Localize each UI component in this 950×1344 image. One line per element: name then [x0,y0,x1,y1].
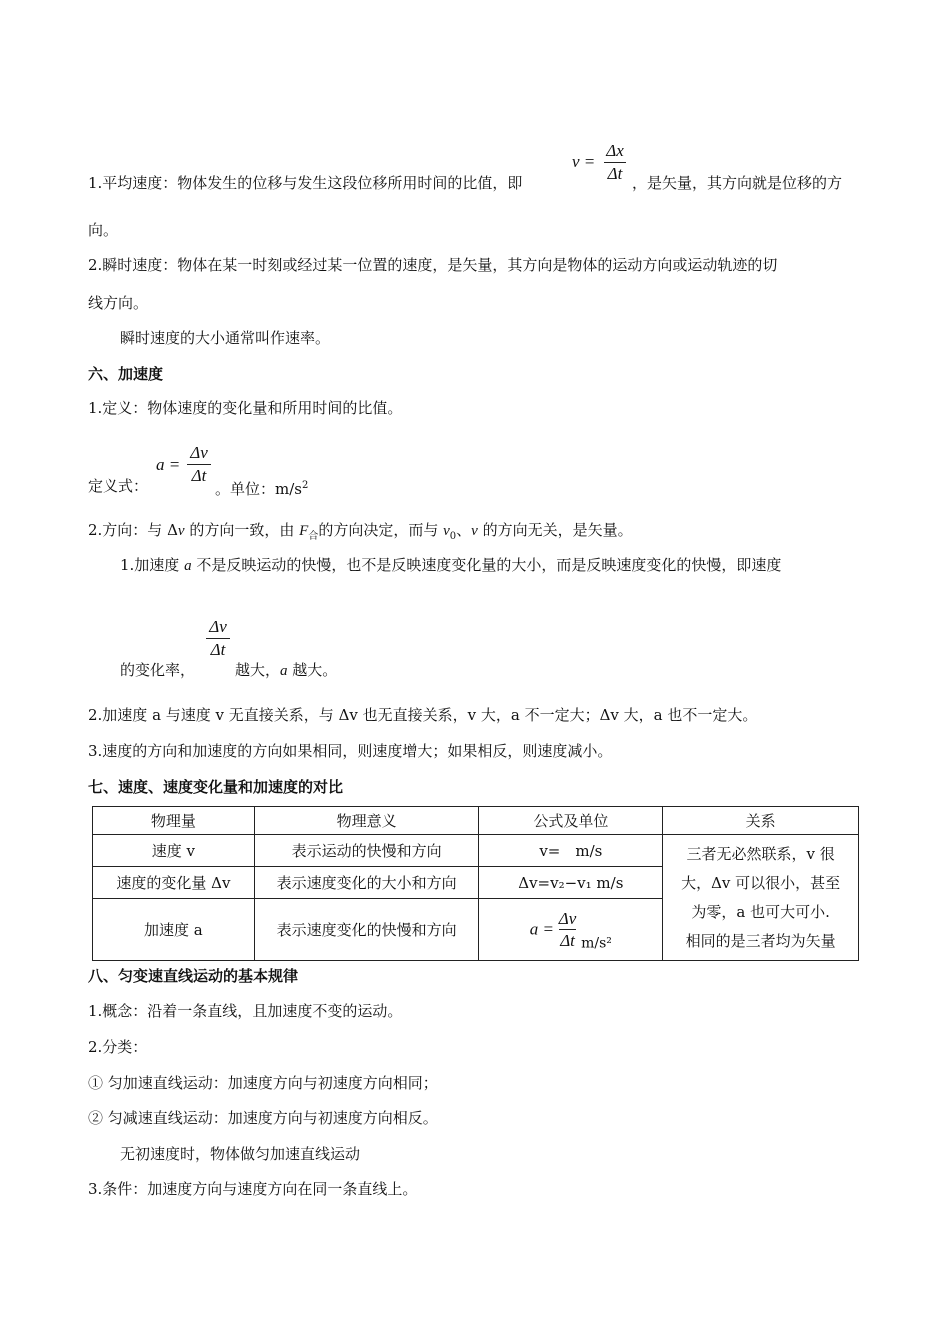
dir-part-e: 的方向无关，是矢量。 [477,521,633,539]
concept-line: 1.概念：沿着一条直线，且加速度不变的运动。 [88,1002,403,1020]
table-header-cell: 公式及单位 [479,807,663,835]
class-item-one: ① 匀加速直线运动：加速度方向与初速度方向相同； [88,1074,438,1092]
section-seven-heading: 七、速度、速度变化量和加速度的对比 [88,778,344,796]
fraction-denominator: Δt [210,640,226,659]
avg-velocity-suffix: ，是矢量，其方向就是位移的方 [632,174,843,192]
no-initial-velocity-note: 无初速度时，物体做匀加速直线运动 [120,1145,361,1163]
note1-part-d: 越大， [235,661,281,679]
unit-sup: 2 [301,480,309,491]
fraction-denominator: Δt [607,164,623,183]
note1-part-b: 不是反映运动的快慢，也不是反映速度变化量的大小，而是反映速度变化的快慢，即速度 [191,556,782,574]
relation-cell [663,835,859,961]
dir-sub: 合 [308,531,319,542]
acc-fraction [559,908,577,951]
table-cell: Δv=v₂−v₁ m/s [479,867,663,899]
dir-var-v: v [177,523,185,539]
rate-fraction [204,616,232,661]
table-header-cell: 关系 [663,807,859,835]
acc-definition: 1.定义：物体速度的变化量和所用时间的比值。 [88,399,403,417]
relation-line: 为零，a 也可大可小. [691,902,830,921]
avg-velocity-line [88,173,522,193]
section-eight-heading: 八、匀变速直线运动的基本规律 [88,967,299,985]
fraction-numerator: Δv [190,443,208,462]
note-three: 3.速度的方向和加速度的方向如果相同，则速度增大；如果相反，则速度减小。 [88,742,613,760]
section-six-heading: 六、加速度 [88,365,164,383]
table-cell: 表示运动的快慢和方向 [254,835,479,867]
instant-velocity-line1: 2.瞬时速度：物体在某一时刻或经过某一位置的速度，是矢量，其方向是物体的运动方向或运动轨迹的切 [88,256,778,274]
table-cell [479,899,663,961]
fraction-numerator: Δx [606,141,624,160]
dir-var-f: F [299,523,309,539]
table-cell: 速度的变化量 Δv [93,867,255,899]
dir-part-b: 的方向一致，由 [184,521,300,539]
classify-line: 2.分类： [88,1038,148,1056]
avg-velocity-fraction [602,140,628,185]
fraction-numerator: Δv [558,908,577,928]
fraction-denominator: Δt [560,930,575,950]
relation-line: 相同的是三者均为矢量 [685,931,836,950]
fraction-denominator: Δt [191,466,207,485]
table-header-cell: 物理意义 [254,807,479,835]
dir-sub-0: 0 [449,531,457,542]
table-cell: 加速度 a [93,899,255,961]
dir-part-a: 2.方向：与 Δ [88,521,178,539]
cell-formula-lhs: a = [529,919,554,939]
speed-note: 瞬时速度的大小通常叫作速率。 [120,329,331,347]
instant-velocity-line2: 线方向。 [88,294,149,312]
relation-line: 大，Δv 可以很小，甚至 [681,873,841,892]
table-cell: v= m/s [479,835,663,867]
dir-part-c: 的方向决定，而与 [318,521,444,539]
note-two: 2.加速度 a 与速度 v 无直接关系，与 Δv 也无直接关系，v 大，a 不一定大；Δv 大，a 也不一定大。 [88,706,758,724]
table-header-cell: 物理量 [93,807,255,835]
table-header-row [93,807,859,835]
table-cell: 表示速度变化的快慢和方向 [254,899,479,961]
avg-velocity-text: 1.平均速度：物体发生的位移与发生这段位移所用时间的比值，即 [88,174,523,192]
condition-line: 3.条件：加速度方向与速度方向在同一条直线上。 [88,1180,418,1198]
def-formula-lhs: a = [156,455,181,474]
unit-label: 。单位：m/s [215,480,302,498]
acc-direction [88,520,633,547]
relation-line: 三者无必然联系，v 很 [686,844,835,863]
note-one-tail [235,660,337,681]
dir-var-v0: v [443,523,450,539]
avg-formula-lhs: v = [572,152,596,171]
fraction-numerator: Δv [209,617,227,636]
def-formula-label: 定义式： [88,477,149,495]
acc-def-fraction [185,442,213,487]
unit-text [215,476,308,499]
cell-formula-unit: m/s² [581,935,612,952]
comparison-table [92,806,859,961]
dir-part-d: 、 [456,521,472,539]
table-cell: 速度 v [93,835,255,867]
note1-var-a: a [184,558,192,574]
table-row [93,835,859,867]
note1-part-e: 越大。 [287,661,338,679]
note1-part-a: 1.加速度 [120,556,185,574]
table-cell: 表示速度变化的大小和方向 [254,867,479,899]
class-item-two: ② 匀减速直线运动：加速度方向与初速度方向相反。 [88,1109,438,1127]
avg-velocity-cont: 向。 [88,221,119,239]
note-one [120,555,781,576]
note-one-cont: 的变化率， [120,661,196,679]
dir-var-v2: v [471,523,478,539]
note1-var-a2: a [280,663,288,679]
